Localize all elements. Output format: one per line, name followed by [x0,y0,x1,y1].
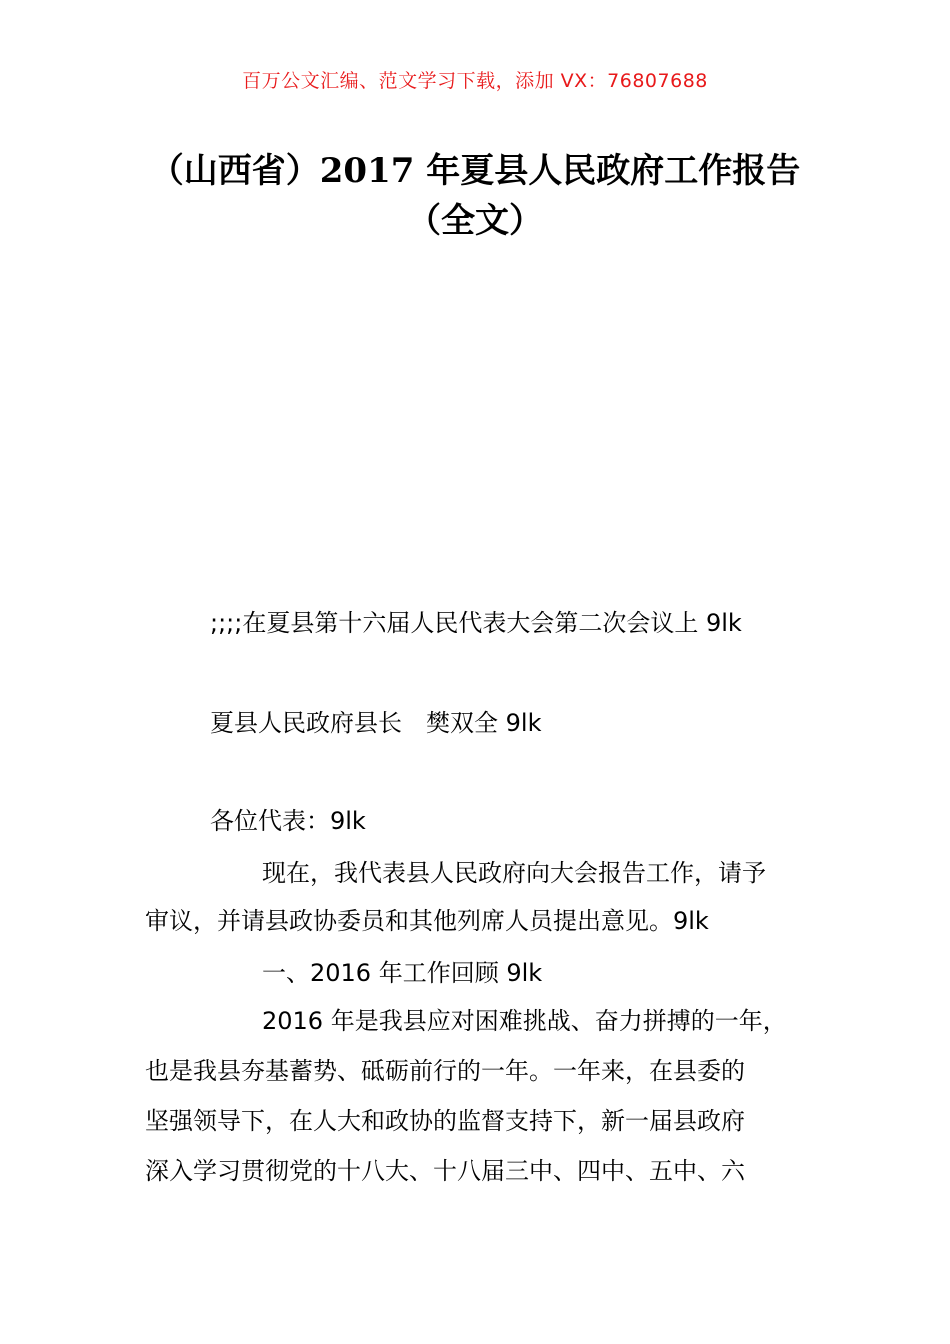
document-title-line-1: （山西省）2017 年夏县人民政府工作报告 [149,151,801,191]
paragraph-2-line-2: 也是我县夯基蓄势、砥砺前行的一年。一年来，在县委的 [145,1057,745,1085]
watermark-header: 百万公文汇编、范文学习下载，添加 VX：76807688 [242,70,708,92]
paragraph-1-line-2: 审议，并请县政协委员和其他列席人员提出意见。9lk [145,907,709,935]
section-heading: 一、2016 年工作回顾 9lk [262,959,543,987]
meeting-line: ;;;;在夏县第十六届人民代表大会第二次会议上 9lk [210,609,742,637]
speaker-line: 夏县人民政府县长 樊双全 9lk [210,709,542,737]
paragraph-1-line-1: 现在，我代表县人民政府向大会报告工作，请予 [262,859,766,887]
paragraph-2-line-3: 坚强领导下，在人大和政协的监督支持下，新一届县政府 [145,1107,745,1135]
document-title-line-2: （全文） [407,201,543,241]
paragraph-2-line-4: 深入学习贯彻党的十八大、十八届三中、四中、五中、六 [145,1157,745,1185]
paragraph-2-line-1: 2016 年是我县应对困难挑战、奋力拼搏的一年， [262,1007,787,1035]
salutation-line: 各位代表：9lk [210,807,366,835]
